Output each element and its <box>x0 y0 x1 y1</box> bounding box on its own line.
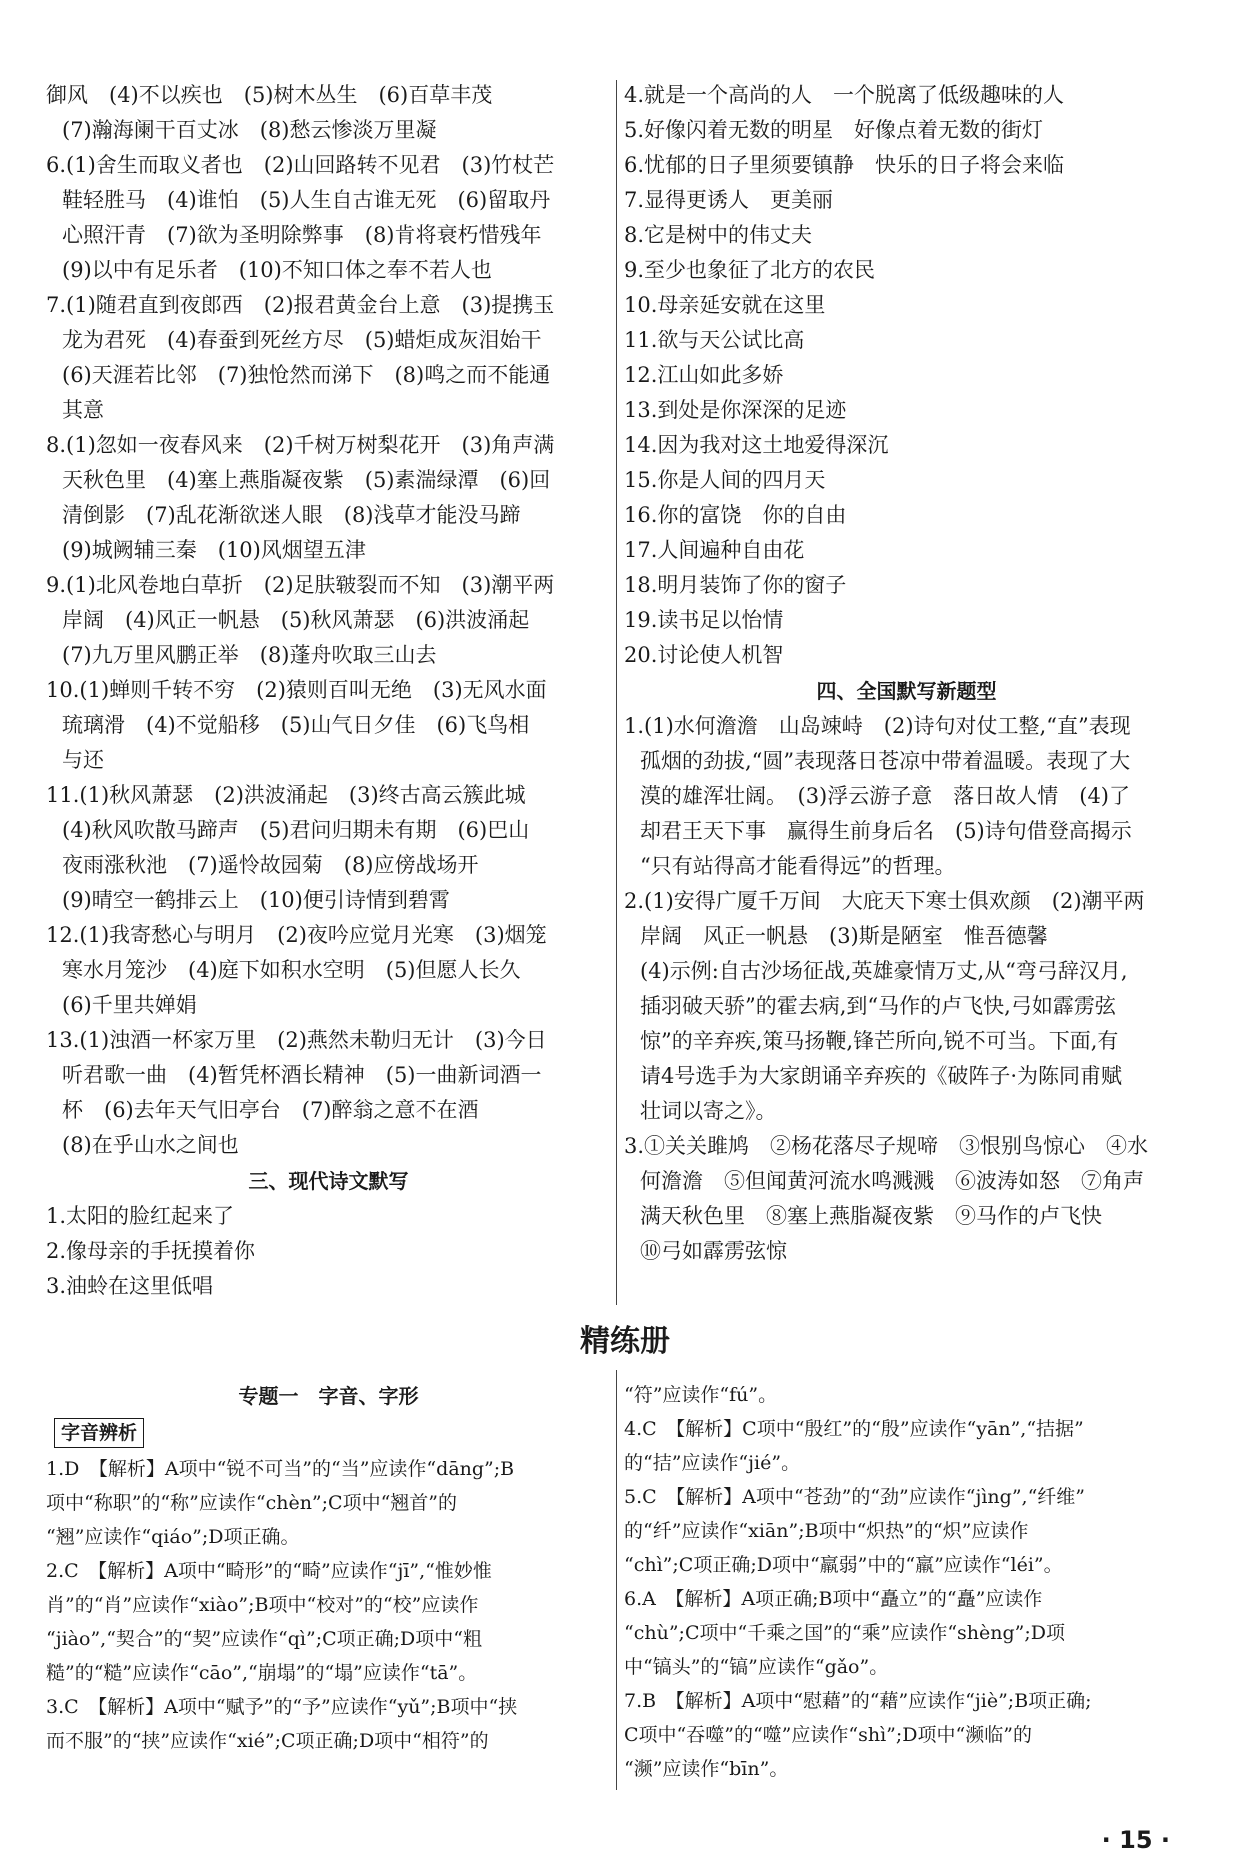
text-line: 19.读书足以怡情 <box>624 608 784 632</box>
text-line: 鞋轻胜马 (4)谁怕 (5)人生自古谁无死 (6)留取丹 <box>62 188 551 212</box>
answer-line: 项中“称职”的“称”应读作“chèn”;C项中“翘首”的 <box>46 1492 458 1514</box>
text-line: 杯 (6)去年天气旧亭台 (7)醉翁之意不在酒 <box>62 1098 479 1122</box>
text-line: 20.讨论使人机智 <box>624 643 784 667</box>
text-line: 11.欲与天公试比高 <box>624 328 805 352</box>
answer-line: “jiào”,“契合”的“契”应读作“qì”;C项正确;D项中“粗 <box>46 1628 483 1650</box>
text-line: 1.太阳的脸红起来了 <box>46 1204 235 1228</box>
answer-line: C项中“吞噬”的“噬”应读作“shì”;D项中“濒临”的 <box>624 1724 1032 1746</box>
text-line: 满天秋色里 ⑧塞上燕脂凝夜紫 ⑨马作的卢飞快 <box>640 1204 1102 1228</box>
text-line: 与还 <box>62 748 104 772</box>
text-line: (7)瀚海阑干百丈冰 (8)愁云惨淡万里凝 <box>62 118 437 142</box>
text-line: 岸阔 (4)风正一帆悬 (5)秋风萧瑟 (6)洪波涌起 <box>62 608 530 632</box>
section-heading: 三、现代诗文默写 <box>248 1169 409 1193</box>
answer-line: 的“纤”应读作“xiān”;B项中“炽热”的“炽”应读作 <box>624 1520 1029 1542</box>
text-line: 2.像母亲的手抚摸着你 <box>46 1239 256 1263</box>
text-line: 9.(1)北风卷地白草折 (2)足肤皲裂而不知 (3)潮平两 <box>46 573 555 597</box>
answer-line: 5.C 【解析】A项中“苍劲”的“劲”应读作“jìng”,“纤维” <box>624 1486 1086 1508</box>
text-line: 孤烟的劲拔,“圆”表现落日苍凉中带着温暖。表现了大 <box>640 749 1131 773</box>
text-line: 漠的雄浑壮阔。 (3)浮云游子意 落日故人情 (4)了 <box>640 784 1130 808</box>
text-line: 6.忧郁的日子里须要镇静 快乐的日子将会来临 <box>624 153 1065 177</box>
text-line: 9.至少也象征了北方的农民 <box>624 258 876 282</box>
text-line: 13.(1)浊酒一杯家万里 (2)燕然未勒归无计 (3)今日 <box>46 1028 547 1052</box>
column-divider-bottom <box>616 1370 617 1790</box>
answer-line: 的“拮”应读作“jié”。 <box>624 1452 801 1474</box>
answer-line: 4.C 【解析】C项中“殷红”的“殷”应读作“yān”,“拮据” <box>624 1418 1084 1440</box>
text-line: 6.(1)舍生而取义者也 (2)山回路转不见君 (3)竹杖芒 <box>46 153 555 177</box>
answer-line: 糙”的“糙”应读作“cāo”,“崩塌”的“塌”应读作“tā”。 <box>46 1662 478 1684</box>
answer-line: 中“镐头”的“镐”应读作“gǎo”。 <box>624 1656 889 1678</box>
text-line: 14.因为我对这土地爱得深沉 <box>624 433 889 457</box>
answer-line: 肖”的“肖”应读作“xiào”;B项中“校对”的“校”应读作 <box>46 1594 479 1616</box>
text-line: (4)秋风吹散马蹄声 (5)君问归期未有期 (6)巴山 <box>62 818 530 842</box>
answer-line: “符”应读作“fú”。 <box>624 1384 778 1406</box>
top-right-column <box>624 78 1189 1269</box>
text-line: 清倒影 (7)乱花渐欲迷人眼 (8)浅草才能没马蹄 <box>62 503 521 527</box>
text-line: 11.(1)秋风萧瑟 (2)洪波涌起 (3)终古高云簇此城 <box>46 783 526 807</box>
text-line: 4.就是一个高尚的人 一个脱离了低级趣味的人 <box>624 83 1065 107</box>
top-left-column <box>46 78 611 1304</box>
text-line: 8.(1)忽如一夜春风来 (2)千树万树梨花开 (3)角声满 <box>46 433 555 457</box>
text-line: 御风 (4)不以疾也 (5)树木丛生 (6)百草丰茂 <box>46 83 493 107</box>
text-line: (6)千里共婵娟 <box>62 993 197 1017</box>
text-line: 8.它是树中的伟丈夫 <box>624 223 813 247</box>
text-line: 插羽破天骄”的霍去病,到“马作的卢飞快,弓如霹雳弦 <box>640 994 1116 1018</box>
text-line: 10.(1)蝉则千转不穷 (2)猿则百叫无绝 (3)无风水面 <box>46 678 547 702</box>
answer-line: 3.C 【解析】A项中“赋予”的“予”应读作“yǔ”;B项中“挟 <box>46 1696 518 1718</box>
text-line: (7)九万里风鹏正举 (8)蓬舟吹取三山去 <box>62 643 437 667</box>
answer-line: 6.A 【解析】A项正确;B项中“矗立”的“矗”应读作 <box>624 1588 1043 1610</box>
text-line: 5.好像闪着无数的明星 好像点着无数的街灯 <box>624 118 1044 142</box>
section-badge: 字音辨析 <box>54 1418 144 1448</box>
answer-line: 2.C 【解析】A项中“畸形”的“畸”应读作“jī”,“惟妙惟 <box>46 1560 492 1582</box>
text-line: 7.显得更诱人 更美丽 <box>624 188 834 212</box>
topic-title: 专题一 字音、字形 <box>238 1384 419 1408</box>
text-line: 1.(1)水何澹澹 山岛竦峙 (2)诗句对仗工整,“直”表现 <box>624 714 1131 738</box>
text-line: 请4号选手为大家朗诵辛弃疾的《破阵子·为陈同甫赋 <box>640 1064 1123 1088</box>
text-line: 天秋色里 (4)塞上燕脂凝夜紫 (5)素湍绿潭 (6)回 <box>62 468 551 492</box>
text-line: 10.母亲延安就在这里 <box>624 293 826 317</box>
text-line: 岸阔 风正一帆悬 (3)斯是陋室 惟吾德馨 <box>640 924 1048 948</box>
text-line: 听君歌一曲 (4)暂凭杯酒长精神 (5)一曲新词酒一 <box>62 1063 542 1087</box>
text-line: 龙为君死 (4)春蚕到死丝方尽 (5)蜡炬成灰泪始干 <box>62 328 542 352</box>
text-line: 壮词以寄之》。 <box>640 1099 777 1123</box>
answer-line: “chù”;C项中“千乘之国”的“乘”应读作“shèng”;D项 <box>624 1622 1066 1644</box>
text-line: 其意 <box>62 398 104 422</box>
answer-line: 而不服”的“挟”应读作“xié”;C项正确;D项中“相符”的 <box>46 1730 489 1752</box>
text-line: 寒水月笼沙 (4)庭下如积水空明 (5)但愿人长久 <box>62 958 521 982</box>
page-title: 精练册 <box>580 1324 670 1359</box>
text-line: 18.明月装饰了你的窗子 <box>624 573 847 597</box>
text-line: (6)天涯若比邻 (7)独怆然而涕下 (8)鸣之而不能通 <box>62 363 551 387</box>
text-line: 16.你的富饶 你的自由 <box>624 503 847 527</box>
bottom-right-column <box>624 1378 1189 1786</box>
text-line: 却君王天下事 赢得生前身后名 (5)诗句借登高揭示 <box>640 819 1132 843</box>
text-line: ⑩弓如霹雳弦惊 <box>640 1239 787 1263</box>
text-line: 夜雨涨秋池 (7)遥怜故园菊 (8)应傍战场开 <box>62 853 479 877</box>
text-line: 17.人间遍种自由花 <box>624 538 805 562</box>
text-line: 2.(1)安得广厦千万间 大庇天下寒士俱欢颜 (2)潮平两 <box>624 889 1145 913</box>
text-line: 惊”的辛弃疾,策马扬鞭,锋芒所向,锐不可当。下面,有 <box>640 1029 1119 1053</box>
text-line: 3.油蛉在这里低唱 <box>46 1274 214 1298</box>
column-divider-top <box>616 80 617 1305</box>
answer-line: “翘”应读作“qiáo”;D项正确。 <box>46 1526 300 1548</box>
text-line: 心照汗青 (7)欲为圣明除弊事 (8)肯将衰朽惜残年 <box>62 223 542 247</box>
text-line: (9)城阙辅三秦 (10)风烟望五津 <box>62 538 366 562</box>
bottom-left-column <box>46 1378 611 1758</box>
text-line: 7.(1)随君直到夜郎西 (2)报君黄金台上意 (3)提携玉 <box>46 293 555 317</box>
text-line: 13.到处是你深深的足迹 <box>624 398 847 422</box>
answer-line: “chì”;C项正确;D项中“羸弱”中的“羸”应读作“léi”。 <box>624 1554 1063 1576</box>
text-line: 12.(1)我寄愁心与明月 (2)夜吟应觉月光寒 (3)烟笼 <box>46 923 547 947</box>
text-line: (4)示例:自古沙场征战,英雄豪情万丈,从“弯弓辞汉月, <box>640 959 1128 983</box>
text-line: (9)晴空一鹤排云上 (10)便引诗情到碧霄 <box>62 888 450 912</box>
text-line: (9)以中有足乐者 (10)不知口体之奉不若人也 <box>62 258 492 282</box>
section-heading: 四、全国默写新题型 <box>816 679 997 703</box>
answer-line: 7.B 【解析】A项中“慰藉”的“藉”应读作“jiè”;B项正确; <box>624 1690 1092 1712</box>
text-line: 3.①关关雎鸠 ②杨花落尽子规啼 ③恨别鸟惊心 ④水 <box>624 1134 1149 1158</box>
text-line: 12.江山如此多娇 <box>624 363 784 387</box>
text-line: 15.你是人间的四月天 <box>624 468 826 492</box>
text-line: “只有站得高才能看得远”的哲理。 <box>640 854 956 878</box>
text-line: 琉璃滑 (4)不觉船移 (5)山气日夕佳 (6)飞鸟相 <box>62 713 530 737</box>
text-line: 何澹澹 ⑤但闻黄河流水鸣溅溅 ⑥波涛如怒 ⑦角声 <box>640 1169 1144 1193</box>
answer-line: 1.D 【解析】A项中“锐不可当”的“当”应读作“dāng”;B <box>46 1458 515 1480</box>
answer-line: “濒”应读作“bīn”。 <box>624 1758 789 1780</box>
page-number: · 15 · <box>1101 1826 1170 1854</box>
text-line: (8)在乎山水之间也 <box>62 1133 239 1157</box>
